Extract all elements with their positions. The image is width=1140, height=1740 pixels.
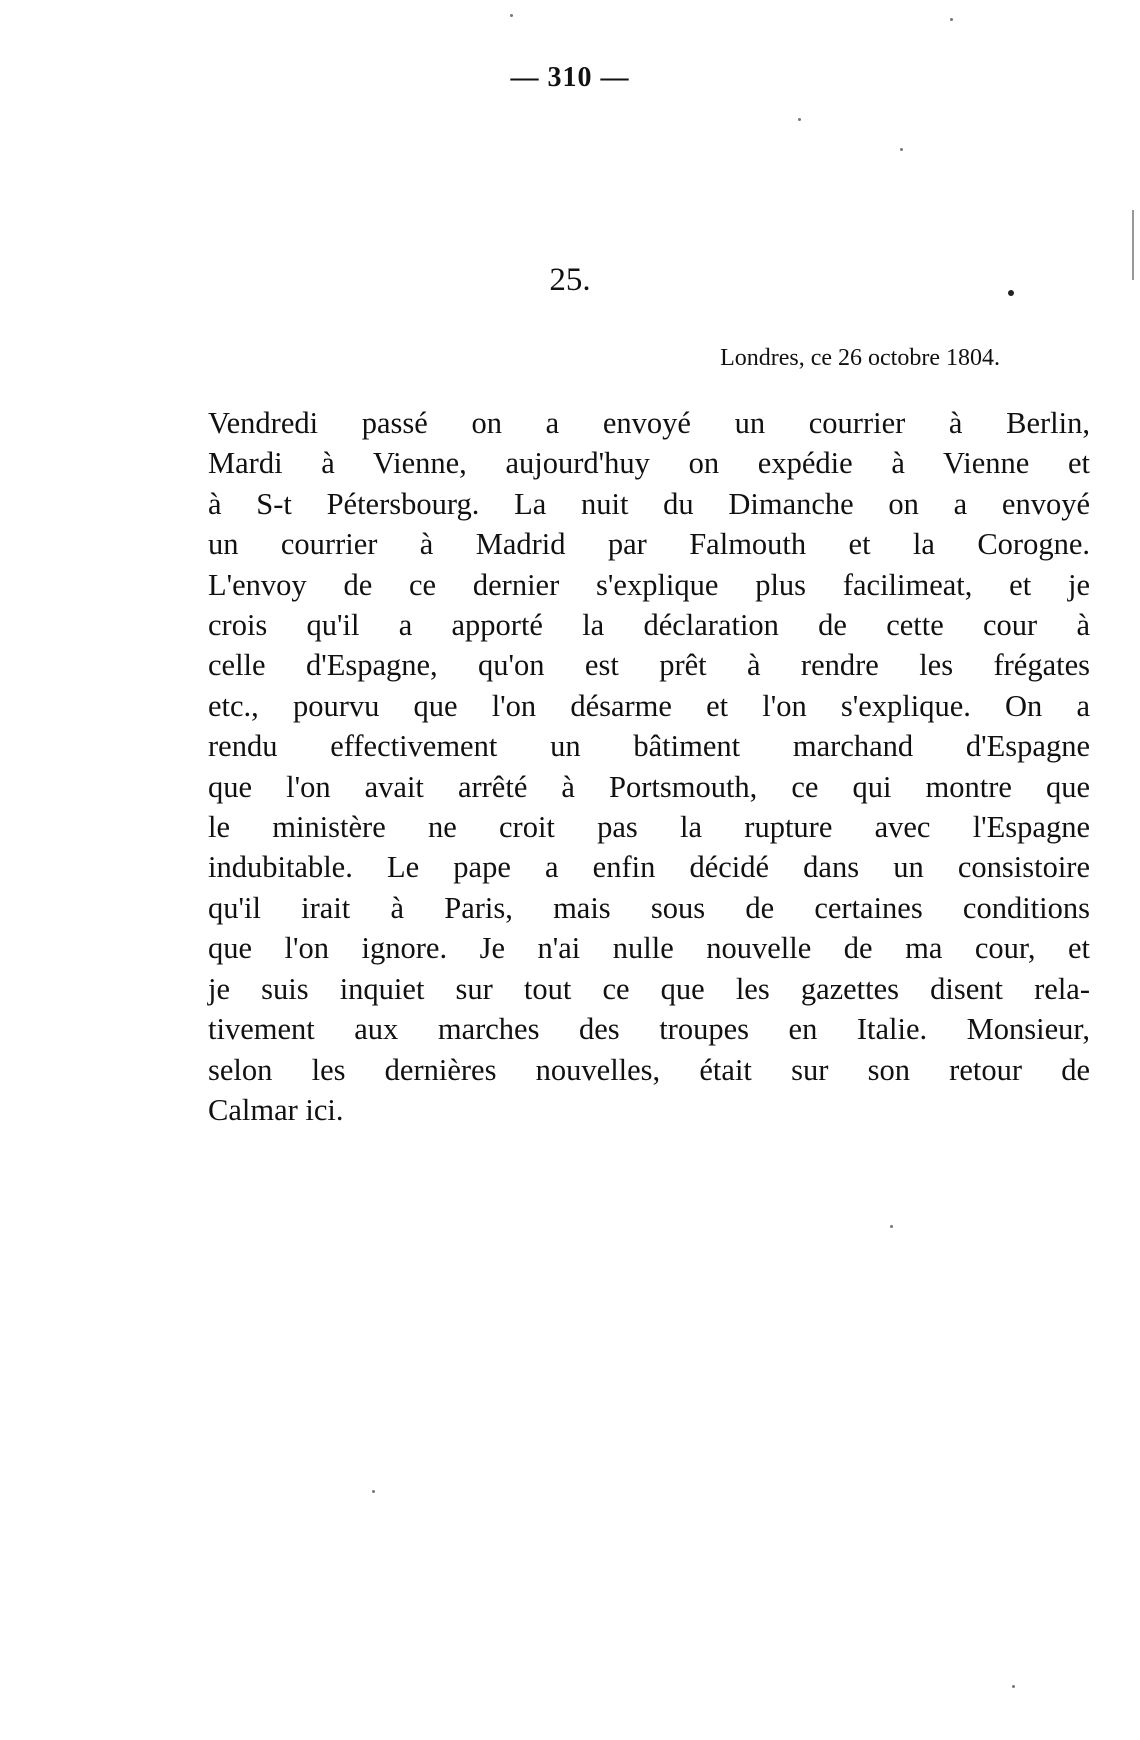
scan-speck: [950, 18, 953, 21]
body-line: etc., pourvu que l'on désarme et l'on s'explique. On a: [208, 688, 1090, 723]
body-line: Mardi à Vienne, aujourd'huy on expédie à Vienne et: [208, 446, 1090, 481]
scan-speck: [372, 1490, 375, 1493]
body-line: crois qu'il a apporté la déclaration de cette cour à: [208, 608, 1090, 643]
body-line: que l'on avait arrêté à Portsmouth, ce qui montre que: [208, 769, 1090, 804]
letter-number: 25.: [549, 262, 591, 298]
body-line: à S-t Pétersbourg. La nuit du Dimanche on a envoyé: [208, 486, 1090, 521]
page-number: — 310 —: [510, 62, 630, 93]
scan-speck: [890, 1225, 893, 1228]
scan-edge-line: [1132, 210, 1134, 280]
body-line: selon les dernières nouvelles, était sur son retour de: [208, 1052, 1090, 1087]
scan-speck: [798, 118, 801, 121]
letter-body: [208, 403, 1090, 1130]
scan-speck: [1008, 290, 1014, 296]
body-line: L'envoy de ce dernier s'explique plus facilimeat, et je: [208, 567, 1090, 602]
scan-speck: [510, 14, 513, 17]
body-line: qu'il irait à Paris, mais sous de certaines conditions: [208, 890, 1090, 925]
body-line: indubitable. Le pape a enfin décidé dans un consistoire: [208, 850, 1090, 885]
body-line: le ministère ne croit pas la rupture avec l'Espagne: [208, 810, 1090, 845]
scan-speck: [1012, 1685, 1015, 1688]
body-line: rendu effectivement un bâtiment marchand d'Espagne: [208, 729, 1090, 764]
scan-speck: [900, 148, 903, 151]
body-line: un courrier à Madrid par Falmouth et la Corogne.: [208, 527, 1090, 562]
dateline: Londres, ce 26 octobre 1804.: [720, 345, 1000, 371]
body-line: que l'on ignore. Je n'ai nulle nouvelle de ma cour, et: [208, 931, 1090, 966]
body-line: tivement aux marches des troupes en Italie. Monsieur,: [208, 1012, 1090, 1047]
body-line: Vendredi passé on a envoyé un courrier à Berlin,: [208, 406, 1090, 440]
body-line: Calmar ici.: [208, 1092, 344, 1127]
body-line: je suis inquiet sur tout ce que les gazettes disent rela-: [208, 971, 1090, 1006]
body-line: celle d'Espagne, qu'on est prêt à rendre les frégates: [208, 648, 1090, 683]
